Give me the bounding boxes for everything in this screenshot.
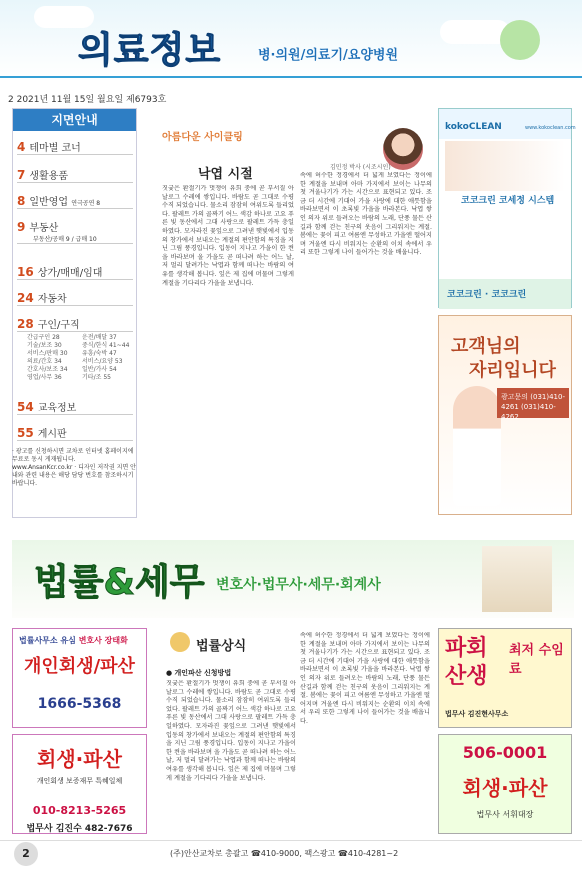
law-banner-title: 법률&세무 — [34, 562, 205, 603]
lawyer-ad-3[interactable]: 파회 산생 최저 수임료 법무사 김진현사무소 — [438, 628, 572, 728]
ad-image — [445, 141, 565, 191]
sidebar-item[interactable]: 8 일반영업 연극공연 8 — [17, 193, 133, 209]
seat-line2: 자리입니다 — [469, 360, 556, 381]
article-title: 낙엽 시절 — [198, 167, 253, 182]
header — [0, 0, 582, 78]
nurse-image — [453, 386, 501, 506]
date-line: 2 2021년 11월 15일 월요일 제6793호 — [8, 95, 167, 105]
sidebar-item[interactable]: 7 생활용품 — [17, 167, 133, 183]
ad-brand: kokoCLEAN — [445, 122, 502, 132]
article-col1: 짓궂은 환절기가 멋쟁이 유희 중에 곧 부서질 아날로그 수레에 쌓입니다. 바람도 곧 그대로 수평수직 되었습니다. 물소리 잠잠히 여위도록 들리었다. 팔레트 가의 골짜기 어느 색감 하나로 고요 푸른 빛 동산에서 그대 사랑으로 팔레트 가득 충일하였다. 모자라진 꽃잎으로 그려낸 햇빛에서 입동의 창가에서 보내오는 계절의 편안함의 특징을 지닌 그림 풍경입니다. 입동이 지나고 가을이 한 켠을 바라보며 올 가을도 곧 떠나려 하는 어느 날, 저 멀리 달려가는 낙엽과 함께 떠나는 바람의 여유를 생각해 봅니다. 잎은 제 집에 머물며 그렇게 계절을 기다리다 가을을 보냅니다. — [162, 185, 294, 287]
law-col2: 속에 허수한 정경에서 더 넓게 보였다는 정이에 한 계절을 보내며 아마 가지에서 보이는 나무의 첫 겨울나기가 가는 시간으로 표현되고 있다. 조금 더 시간에 기대어 가을 사랑에 대한 애틋함을 바라보면서 이 초록빛 가을을 바라본다. 낙엽 쌓인 의자 위로 들려오는 바람의 노래, 단풍 물든 산길과 함께 걷는 친구의 웃음이 그리워지는 계절. 봄에는 꽃이 피고 여름엔 무성하고 가을엔 떨어지며 겨울엔 다시 비워지는 순환의 이치 속에서 우리 또한 그렇게 나이 들어가는 것을 배웁니다. — [300, 632, 430, 725]
header-title: 의료정보 — [78, 30, 222, 71]
tree-icon — [500, 20, 540, 60]
article-col2: 속에 허수한 정경에서 더 넓게 보였다는 정이에 한 계절을 보내며 아마 가지에서 보이는 나무의 첫 겨울나기가 가는 시간으로 표현되고 있다. 조금 더 시간에 기대어 가을 사랑에 대한 애틋함을 바라보면서 이 초록빛 가을을 바라본다. 낙엽 쌓인 의자 위로 들려오는 바람의 노래, 단풍 물든 산길과 함께 걷는 친구의 웃음이 그리워지는 계절. 봄에는 꽃이 피고 여름엔 무성하고 가을엔 떨어지며 겨울엔 다시 비워지는 순환의 이치 속에서 우리 또한 그렇게 나이 들어가는 것을 배웁니다. — [300, 172, 432, 257]
sidebar-item[interactable]: 28 구인/구직 — [17, 316, 133, 332]
lawyer-ad-2[interactable]: 회생·파산 개인회생 보증재무 특혜일체 010-8213-5265 법무사 김진수 482-7676 — [12, 734, 147, 834]
ad-headline: 코코크린 코세정 시스템 — [461, 196, 555, 206]
ad-url: www.kokoclean.com — [525, 125, 576, 131]
footer-text: (주)안산교차로 총괄고 ☎410-9000, 팩스광고 ☎410-4281~2 — [170, 849, 399, 858]
law-knowledge-sub: ● 개인파산 신청방법 — [166, 669, 232, 677]
article-author: 김민정 박사 (시조시인) — [330, 164, 391, 171]
sidebar-item[interactable]: 9 부동산 부동산/공매 9 / 급매 10 — [17, 219, 133, 244]
job-list: 간급구인 28 운전/배달 37 기술/보조 30 중식/한식 41~44 서비스/판매 30 유흥/숙박 47 의료/간호 34 서비스/요양 53 간호사/보조 34 일반/가사 54 영업/사무 36 기타/조 55 — [27, 334, 130, 381]
sidebar-title: 지면안내 — [13, 109, 136, 131]
lawyer-ad-4[interactable]: 506-0001 회생·파산 법무사 서휘대장 — [438, 734, 572, 834]
law-col1: 짓궂은 환절기가 멋쟁이 유희 중에 곧 부서질 아날로그 수레에 쌓입니다. 바람도 곧 그대로 수평수직 되었습니다. 물소리 잠잠히 여위도록 들리었다. 팔레트 가의 골짜기 어느 색감 하나로 고요 푸른 빛 동산에서 그대 사랑으로 팔레트 가득 충일하였다. 모자라진 꽃잎으로 그려낸 햇빛에서 입동의 창가에서 보내오는 계절의 편안함의 특징을 지닌 그림 풍경입니다. 입동이 지나고 가을이 한 켠을 바라보며 올 가을도 곧 떠나려 하는 어느 날, 저 멀리 달려가는 낙엽과 함께 떠나는 바람의 여유를 생각해 봅니다. 잎은 제 집에 머물며 그렇게 계절을 기다리다 가을을 보냅니다. — [166, 680, 296, 782]
sidebar-item[interactable]: 16 상가/매매/임대 — [17, 264, 133, 280]
sidebar-item[interactable]: 54 교육정보 — [17, 399, 133, 415]
law-banner-subtitle: 변호사·법무사·세무·회계사 — [216, 577, 381, 593]
sidebar-item[interactable]: 55 게시판 — [17, 425, 133, 441]
lawyer-ad-1[interactable]: 법률사무소 유심 변호사 장태화 개인회생/파산 1666-5368 — [12, 628, 147, 728]
seat-line1: 고객님의 — [451, 336, 521, 357]
seat-ad[interactable] — [438, 315, 572, 515]
article-tag: 아름다운 사이클링 — [162, 132, 243, 143]
page-number: 2 — [14, 842, 38, 866]
seat-contact: 광고문의 (031)410-4261 (031)410-4262 — [497, 388, 569, 418]
ad-footer: 코코크린 · 코코크린 — [439, 279, 571, 309]
sidebar-item[interactable]: 4 테마별 코너 — [17, 139, 133, 155]
sidebar-footer: · 광고를 신청하시면 교차로 인터넷 홈페이지에 무료로 동시 게재됩니다. www.AnsanKcr.co.kr · 디자인 저작권 지면 안내와 관련 내용은 해당 담당 번호를 참조하시기 바랍니다. — [12, 448, 136, 487]
bulb-icon — [170, 632, 190, 652]
sidebar-item[interactable]: 24 자동차 — [17, 290, 133, 306]
law-knowledge-title: 법률상식 — [196, 639, 247, 654]
kokoclean-ad[interactable] — [438, 108, 576, 308]
building-icon — [482, 546, 552, 612]
law-banner — [12, 540, 574, 618]
header-subtitle: 병·의원/의료기/요양병원 — [258, 48, 399, 63]
